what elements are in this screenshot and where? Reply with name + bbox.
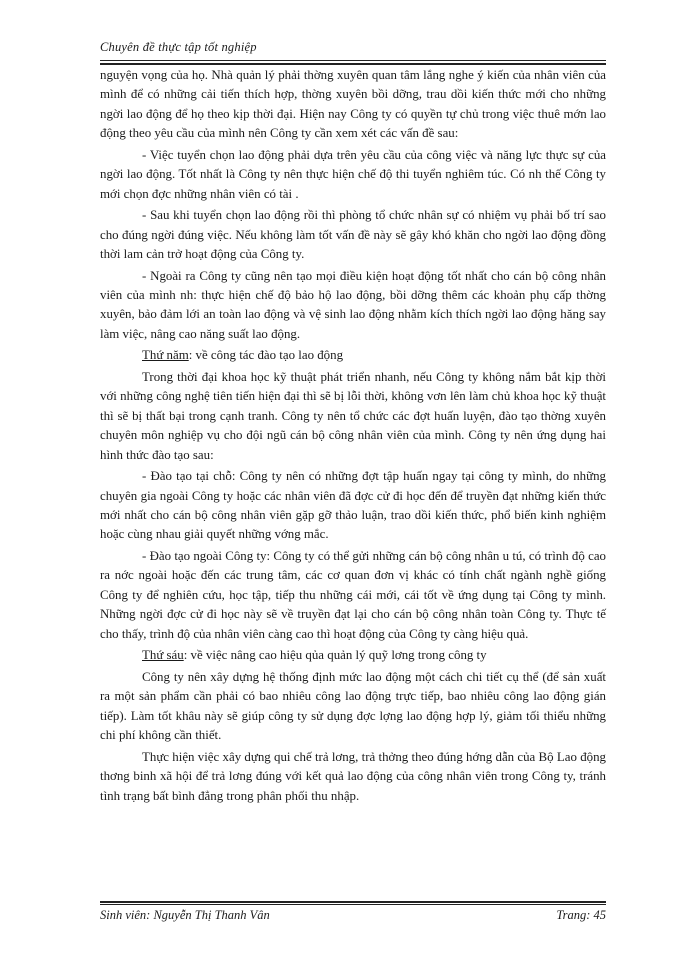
heading-label: Thứ sáu: [142, 648, 184, 663]
document-body: [100, 66, 606, 808]
heading-text: : về công tác đào tạo lao động: [188, 348, 344, 363]
paragraph: - Sau khi tuyển chọn lao động rồi thì phòng tổ chức nhân sự có nhiệm vụ phải bố trí sao cho đúng ngời đúng việc. Nếu không làm tốt vấn đề này sẽ gây khó khăn cho ngời lao động đồng thời lam cản trở hoạt động của Công ty.: [100, 208, 606, 262]
page-number: Trang: 45: [556, 908, 606, 922]
paragraph: - Đào tạo ngoài Công ty: Công ty có thể gửi những cán bộ công nhân u tú, có trình độ cao ra nớc ngoài hoặc đến các trung tâm, các cơ quan đơn vị khác có tính chất ngành nghề giống Công ty để nghiên cứu, học tập, tiếp thu những cái mới, cái tốt về ứng dụng tại Công ty mình. Những ngời đợc cử đi học này sẽ về truyền đạt lại cho cán bộ công nhân toàn Công ty. Thực tế cho thấy, trình độ của nhân viên càng cao thì hoạt động của Công ty càng hiệu quả.: [100, 549, 606, 641]
paragraph: - Đào tạo tại chỗ: Công ty nên có những đợt tập huấn ngay tại công ty mình, do những chuyên gia ngoài Công ty hoặc các nhân viên đã đợc cử đi học đến để truyền đạt những kiến thức mới nhất cho cán bộ công nhân viên gặp gỡ thảo luận, trao dồi kiến thức, phổ biến kinh nghiệm hoặc cùng nhau giải quyết những vớng mắc.: [100, 469, 606, 542]
footer-rule-thick: [100, 901, 606, 903]
header-rule-thick: [100, 63, 606, 65]
section-heading-5: [100, 346, 606, 365]
heading-label: Thứ năm: [142, 348, 189, 363]
paragraph: Trong thời đại khoa học kỹ thuật phát triển nhanh, nếu Công ty không nắm bắt kịp thời với những công nghệ tiên tiến hiện đại thì sẽ bị lỗi thời, không vơn lên làm chủ khoa học kỹ thuật thì sẽ bị thất bại trong cạnh tranh. Công ty nên tổ chức các đợt huấn luyện, đào tạo thờng xuyên chuyên môn nghiệp vụ cho đội ngũ cán bộ công nhân viên của mình. Công ty nên ứng dụng hai hình thức đào tạo sau:: [100, 370, 606, 462]
student-name: Sinh viên: Nguyễn Thị Thanh Vân: [100, 908, 270, 922]
footer-rule: [100, 904, 606, 905]
page-header: Chuyên đề thực tập tốt nghiệp: [100, 40, 257, 54]
page-footer: [100, 908, 606, 923]
heading-text: : về việc nâng cao hiệu qủa quản lý quỹ lơng trong công ty: [183, 648, 487, 663]
paragraph: Thực hiện việc xây dựng qui chế trả lơng, trả thởng theo đúng hớng dẫn của Bộ Lao động thơng binh xã hội để trả lơng đúng với kết quả lao động của công nhân viên trong Công ty, tránh tình trạng bất bình đẳng trong phân phối thu nhập.: [100, 749, 606, 803]
header-rule: [100, 60, 606, 61]
paragraph: - Việc tuyển chọn lao động phải dựa trên yêu cầu của công việc và năng lực thực sự của ngời lao động. Tốt nhất là Công ty nên thực hiện chế độ thi tuyển nghiêm túc. Có nh thế Công ty mới chọn đợc những nhân viên có tài .: [100, 147, 606, 201]
paragraph: nguyện vọng của họ. Nhà quản lý phải thờng xuyên quan tâm lắng nghe ý kiến của nhân viên của mình để có những cải tiến thích hợp, thờng xuyên bồi dỡng, trau dồi kiến thức mới cho những ngời lao động để họ theo kịp thời đại. Hiện nay Công ty có quyền tự chủ trong việc thuê mớn lao động theo yêu cầu của mình nên Công ty cần xem xét các vấn đề sau:: [100, 68, 606, 141]
paragraph: Công ty nên xây dựng hệ thống định mức lao động một cách chi tiết cụ thể (để sản xuất ra một sản phẩm cần phải có bao nhiêu công lao động trực tiếp, bao nhiêu công lao động gián tiếp). Làm tốt khâu này sẽ giúp công ty sử dụng đợc lợng lao động hợp lý, giảm tối thiểu những chi phí không cần thiết.: [100, 669, 606, 743]
paragraph: - Ngoài ra Công ty cũng nên tạo mọi điều kiện hoạt động tốt nhất cho cán bộ công nhân viên của mình nh: thực hiện chế độ bảo hộ lao động, bồi dỡng thêm các khoản phụ cấp thờng xuyên, bảo đảm lới an toàn lao động và vệ sinh lao động nhằm kích thích ngời lao động hăng say làm việc, nâng cao năng suất lao động.: [100, 268, 606, 341]
section-heading-6: [100, 646, 606, 665]
